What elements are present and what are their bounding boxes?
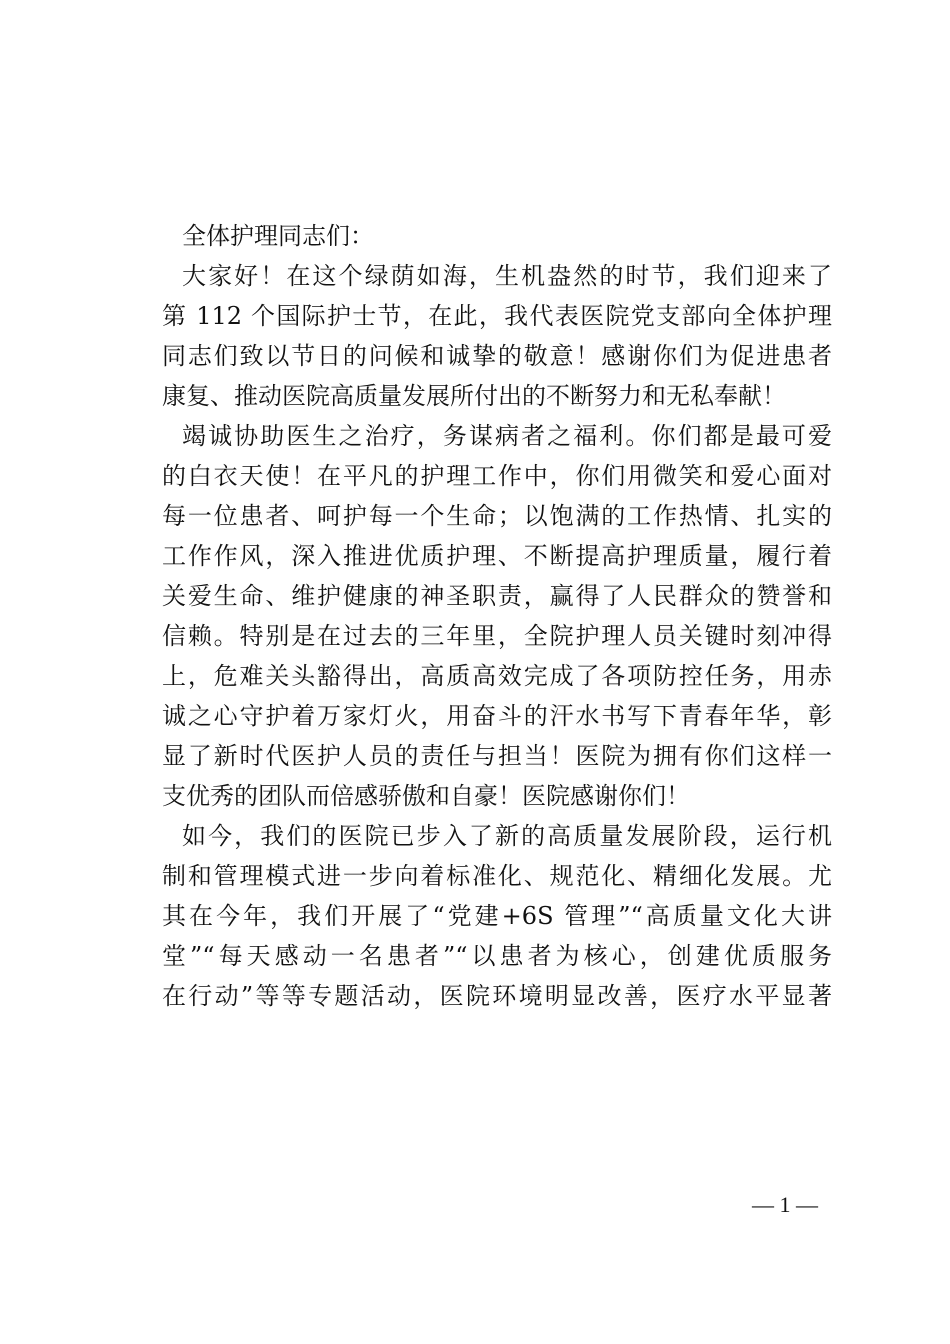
paragraph-3-line-2: 制和管理模式进一步向着标准化、规范化、精细化发展。尤 — [162, 862, 832, 890]
paragraph-2-line-4: 工作作风，深入推进优质护理、不断提高护理质量，履行着 — [162, 542, 832, 570]
paragraph-2-line-1: 竭诚协助医生之治疗，务谋病者之福利。你们都是最可爱 — [182, 422, 832, 450]
paragraph-2-line-2: 的白衣天使！在平凡的护理工作中，你们用微笑和爱心面对 — [162, 462, 832, 490]
paragraph-2-line-7: 上，危难关头豁得出，高质高效完成了各项防控任务，用赤 — [162, 662, 832, 690]
paragraph-2-line-10: 支优秀的团队而倍感骄傲和自豪！医院感谢你们！ — [162, 782, 690, 810]
paragraph-3-line-1: 如今，我们的医院已步入了新的高质量发展阶段，运行机 — [182, 822, 832, 850]
paragraph-2-line-8: 诚之心守护着万家灯火，用奋斗的汗水书写下青春年华，彰 — [162, 702, 832, 730]
paragraph-2-line-9: 显了新时代医护人员的责任与担当！医院为拥有你们这样一 — [162, 742, 832, 770]
paragraph-1-line-2: 第 112 个国际护士节，在此，我代表医院党支部向全体护理 — [162, 302, 832, 330]
paragraph-1-line-1: 大家好！在这个绿荫如海，生机盎然的时节，我们迎来了 — [182, 262, 832, 290]
paragraph-2-line-3: 每一位患者、呵护每一个生命；以饱满的工作热情、扎实的 — [162, 502, 832, 530]
paragraph-3-line-5: 在行动”等等专题活动，医院环境明显改善，医疗水平显著 — [162, 982, 832, 1010]
paragraph-1-line-3: 同志们致以节日的问候和诚挚的敬意！感谢你们为促进患者 — [162, 342, 832, 370]
page-number: — 1 — — [752, 1192, 818, 1217]
paragraph-1-line-4: 康复、推动医院高质量发展所付出的不断努力和无私奉献！ — [162, 382, 786, 410]
paragraph-3-line-4: 堂”“每天感动一名患者”“以患者为核心，创建优质服务 — [162, 942, 832, 970]
paragraph-2-line-5: 关爱生命、维护健康的神圣职责，赢得了人民群众的赞誉和 — [162, 582, 832, 610]
paragraph-3-line-3: 其在今年，我们开展了“党建+6S 管理”“高质量文化大讲 — [162, 902, 832, 930]
greeting-line: 全体护理同志们： — [182, 222, 374, 250]
document-body — [162, 216, 832, 1016]
paragraph-2-line-6: 信赖。特别是在过去的三年里，全院护理人员关键时刻冲得 — [162, 622, 832, 650]
